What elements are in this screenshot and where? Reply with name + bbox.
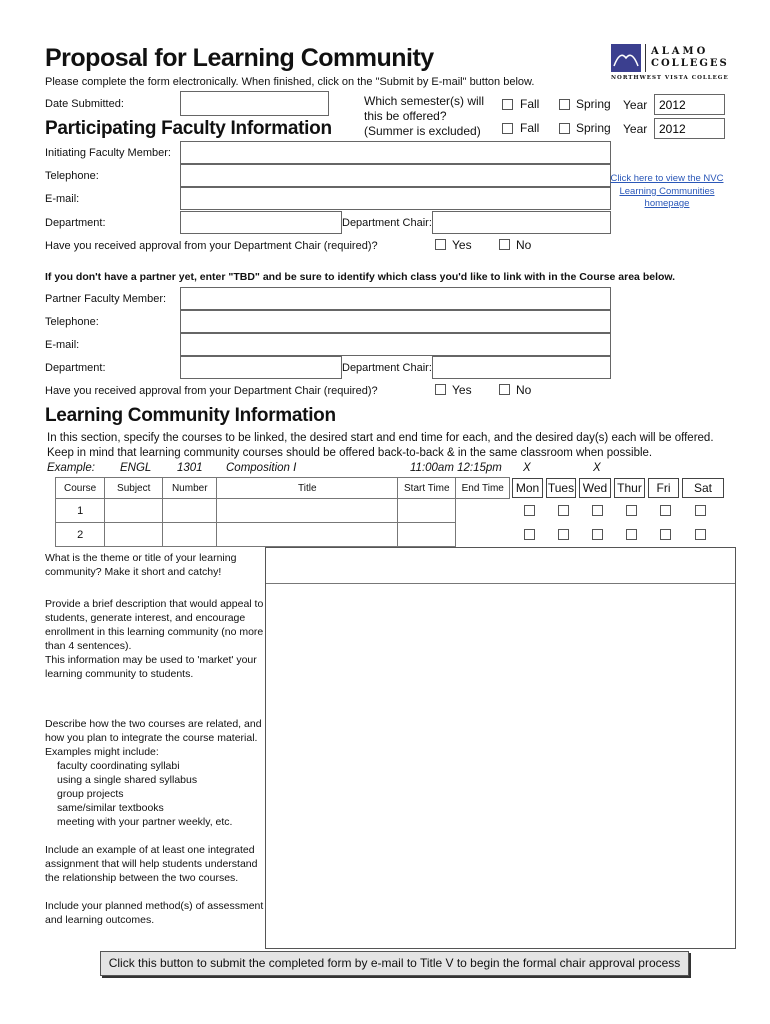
email-input[interactable] (181, 188, 610, 209)
col-number: Number (163, 478, 217, 499)
telephone-input[interactable] (181, 165, 610, 186)
example-number: 1301 (177, 462, 203, 474)
year-input-2[interactable] (655, 119, 724, 138)
title-cell-1[interactable] (217, 499, 398, 523)
table-row (56, 523, 510, 547)
approval-question: Have you received approval from your Department Chair (required)? (45, 240, 378, 252)
faculty-heading: Participating Faculty Information (45, 118, 332, 139)
row-number-2: 2 (56, 523, 105, 547)
partner-chair-label: Department Chair: (342, 362, 432, 374)
logo-text-colleges: COLLEGES (651, 58, 729, 69)
thur-checkbox-2[interactable] (626, 529, 637, 540)
description-question: Provide a brief description that would appeal to students, generate interest, and encourage enrollment in this learning community (no more than 4 sentences). (45, 598, 264, 652)
approval-yes-checkbox[interactable] (435, 239, 446, 250)
day-header-wed: Wed (579, 478, 611, 498)
spring-label-1: Spring (576, 97, 611, 111)
theme-question: What is the theme or title of your learning community? Make it short and catchy! (45, 552, 237, 578)
wed-checkbox-2[interactable] (592, 529, 603, 540)
wed-checkbox-1[interactable] (592, 505, 603, 516)
date-submitted-field[interactable] (180, 91, 329, 116)
day-header-thur: Thur (614, 478, 645, 498)
partner-chair-field[interactable] (432, 356, 611, 379)
fall-checkbox-1[interactable] (502, 99, 513, 110)
example-item-3: group projects (57, 788, 124, 800)
year-input-1[interactable] (655, 95, 724, 114)
day-header-tues: Tues (546, 478, 576, 498)
email-label: E-mail: (45, 193, 80, 205)
examples-label: Examples might include: (45, 746, 159, 758)
department-field[interactable] (180, 211, 342, 234)
department-label: Department: (45, 217, 106, 229)
department-chair-input[interactable] (433, 212, 610, 233)
example-times: 11:00am 12:15pm (410, 462, 502, 474)
partner-approval-yes-label: Yes (452, 383, 472, 397)
spring-checkbox-2[interactable] (559, 123, 570, 134)
lc-intro-line2: Keep in mind that learning community courses should be offered back-to-back & in the same classroom when possible. (47, 447, 653, 459)
partner-approval-yes-checkbox[interactable] (435, 384, 446, 395)
email-field[interactable] (180, 187, 611, 210)
year-label-1: Year (623, 98, 648, 112)
description-answer-field[interactable] (266, 584, 735, 949)
department-chair-label: Department Chair: (342, 217, 432, 229)
logo-subtitle: NORTHWEST VISTA COLLEGE (611, 75, 729, 81)
semester-question-line2: this be offered? (364, 109, 447, 123)
day-header-fri: Fri (648, 478, 679, 498)
fall-checkbox-2[interactable] (502, 123, 513, 134)
fri-checkbox-1[interactable] (660, 505, 671, 516)
date-submitted-label: Date Submitted: (45, 98, 124, 110)
col-end-time: End Time (456, 478, 510, 499)
start-time-cell-1[interactable] (398, 499, 456, 523)
tues-checkbox-2[interactable] (558, 529, 569, 540)
partner-telephone-label: Telephone: (45, 316, 99, 328)
semester-question-line1: Which semester(s) will (364, 94, 485, 108)
sat-checkbox-1[interactable] (695, 505, 706, 516)
number-cell-1[interactable] (163, 499, 217, 523)
answers-panel (265, 547, 736, 949)
assessment-question: Include your planned method(s) of assessment and learning outcomes. (45, 900, 264, 926)
subject-cell-2[interactable] (105, 523, 163, 547)
sat-checkbox-2[interactable] (695, 529, 706, 540)
description-question-2: This information may be used to 'market' your learning community to students. (45, 654, 257, 680)
fri-checkbox-2[interactable] (660, 529, 671, 540)
col-subject: Subject (105, 478, 163, 499)
semester-question-line3: (Summer is excluded) (364, 124, 481, 138)
instructions: Please complete the form electronically. When finished, click on the "Submit by E-mail" button below. (45, 76, 535, 88)
department-input[interactable] (181, 212, 341, 233)
number-cell-2[interactable] (163, 523, 217, 547)
example-item-2: using a single shared syllabus (57, 774, 198, 786)
partner-note: If you don't have a partner yet, enter "TBD" and be sure to identify which class you'd like to link with in the Course area below. (45, 271, 676, 283)
subject-cell-1[interactable] (105, 499, 163, 523)
page-title: Proposal for Learning Community (45, 44, 434, 72)
link-line-3[interactable]: homepage (644, 198, 690, 209)
example-item-4: same/similar textbooks (57, 802, 164, 814)
example-title: Composition I (226, 462, 297, 474)
example-x-wed: X (593, 462, 601, 474)
partner-faculty-field[interactable] (180, 287, 611, 310)
example-x-mon: X (523, 462, 531, 474)
telephone-label: Telephone: (45, 170, 99, 182)
partner-department-input[interactable] (181, 357, 341, 378)
partner-department-field[interactable] (180, 356, 342, 379)
mon-checkbox-2[interactable] (524, 529, 535, 540)
col-title: Title (217, 478, 398, 499)
partner-telephone-input[interactable] (181, 311, 610, 332)
approval-no-checkbox[interactable] (499, 239, 510, 250)
year-label-2: Year (623, 122, 648, 136)
day-header-sat: Sat (682, 478, 724, 498)
date-submitted-input[interactable] (181, 92, 328, 115)
mon-checkbox-1[interactable] (524, 505, 535, 516)
course-table (55, 477, 510, 547)
title-cell-2[interactable] (217, 523, 398, 547)
tues-checkbox-1[interactable] (558, 505, 569, 516)
spring-checkbox-1[interactable] (559, 99, 570, 110)
logo-text-alamo: ALAMO (651, 46, 709, 57)
spring-label-2: Spring (576, 121, 611, 135)
lc-intro-line1: In this section, specify the courses to be linked, the desired start and end time for each, and the desired day(s) each will be offered. (47, 432, 714, 444)
day-header-mon: Mon (512, 478, 543, 498)
partner-telephone-field[interactable] (180, 310, 611, 333)
start-time-cell-2[interactable] (398, 523, 456, 547)
partner-approval-question: Have you received approval from your Department Chair (required)? (45, 385, 378, 397)
submit-by-email-button[interactable]: Click this button to submit the completed form by e-mail to Title V to begin the formal chair approval process (100, 951, 689, 976)
fall-label-1: Fall (520, 97, 540, 111)
partner-email-input[interactable] (181, 334, 610, 355)
year-field-2[interactable] (654, 118, 725, 139)
partner-faculty-label: Partner Faculty Member: (45, 293, 167, 305)
theme-answer-field[interactable] (266, 548, 735, 584)
link-line-1[interactable]: Click here to view the NVC (610, 173, 724, 184)
example-item-1: faculty coordinating syllabi (57, 760, 180, 772)
related-question: Describe how the two courses are related, and how you plan to integrate the course material. (45, 718, 262, 744)
end-time-cell-2[interactable] (456, 523, 510, 547)
fall-label-2: Fall (520, 121, 540, 135)
approval-yes-label: Yes (452, 238, 472, 252)
col-course: Course (56, 478, 105, 499)
partner-department-label: Department: (45, 362, 106, 374)
logo-mark-icon (611, 44, 641, 72)
course-table-header (56, 478, 510, 499)
initiating-faculty-label: Initiating Faculty Member: (45, 147, 171, 159)
example-label: Example: (47, 462, 95, 474)
row-number-1: 1 (56, 499, 105, 523)
initiating-faculty-field[interactable] (180, 141, 611, 164)
link-line-2[interactable]: Learning Communities (619, 185, 715, 197)
thur-checkbox-1[interactable] (626, 505, 637, 516)
partner-email-field[interactable] (180, 333, 611, 356)
end-time-cell-1[interactable] (456, 499, 510, 523)
example-subject: ENGL (120, 462, 152, 474)
lc-heading: Learning Community Information (45, 405, 336, 426)
initiating-faculty-input[interactable] (181, 142, 610, 163)
approval-no-label: No (516, 238, 532, 252)
partner-faculty-input[interactable] (181, 288, 610, 309)
col-start-time: Start Time (398, 478, 456, 499)
year-field-1[interactable] (654, 94, 725, 115)
department-chair-field[interactable] (432, 211, 611, 234)
nvc-homepage-link[interactable] (604, 173, 730, 211)
partner-approval-no-checkbox[interactable] (499, 384, 510, 395)
partner-approval-no-label: No (516, 383, 532, 397)
table-row (56, 499, 510, 523)
telephone-field[interactable] (180, 164, 611, 187)
example-item-5: meeting with your partner weekly, etc. (57, 816, 233, 828)
assignment-question: Include an example of at least one integrated assignment that will help students understand the relationship between the two courses. (45, 844, 258, 884)
partner-chair-input[interactable] (433, 357, 610, 378)
partner-email-label: E-mail: (45, 339, 80, 351)
alamo-colleges-logo (611, 44, 731, 84)
